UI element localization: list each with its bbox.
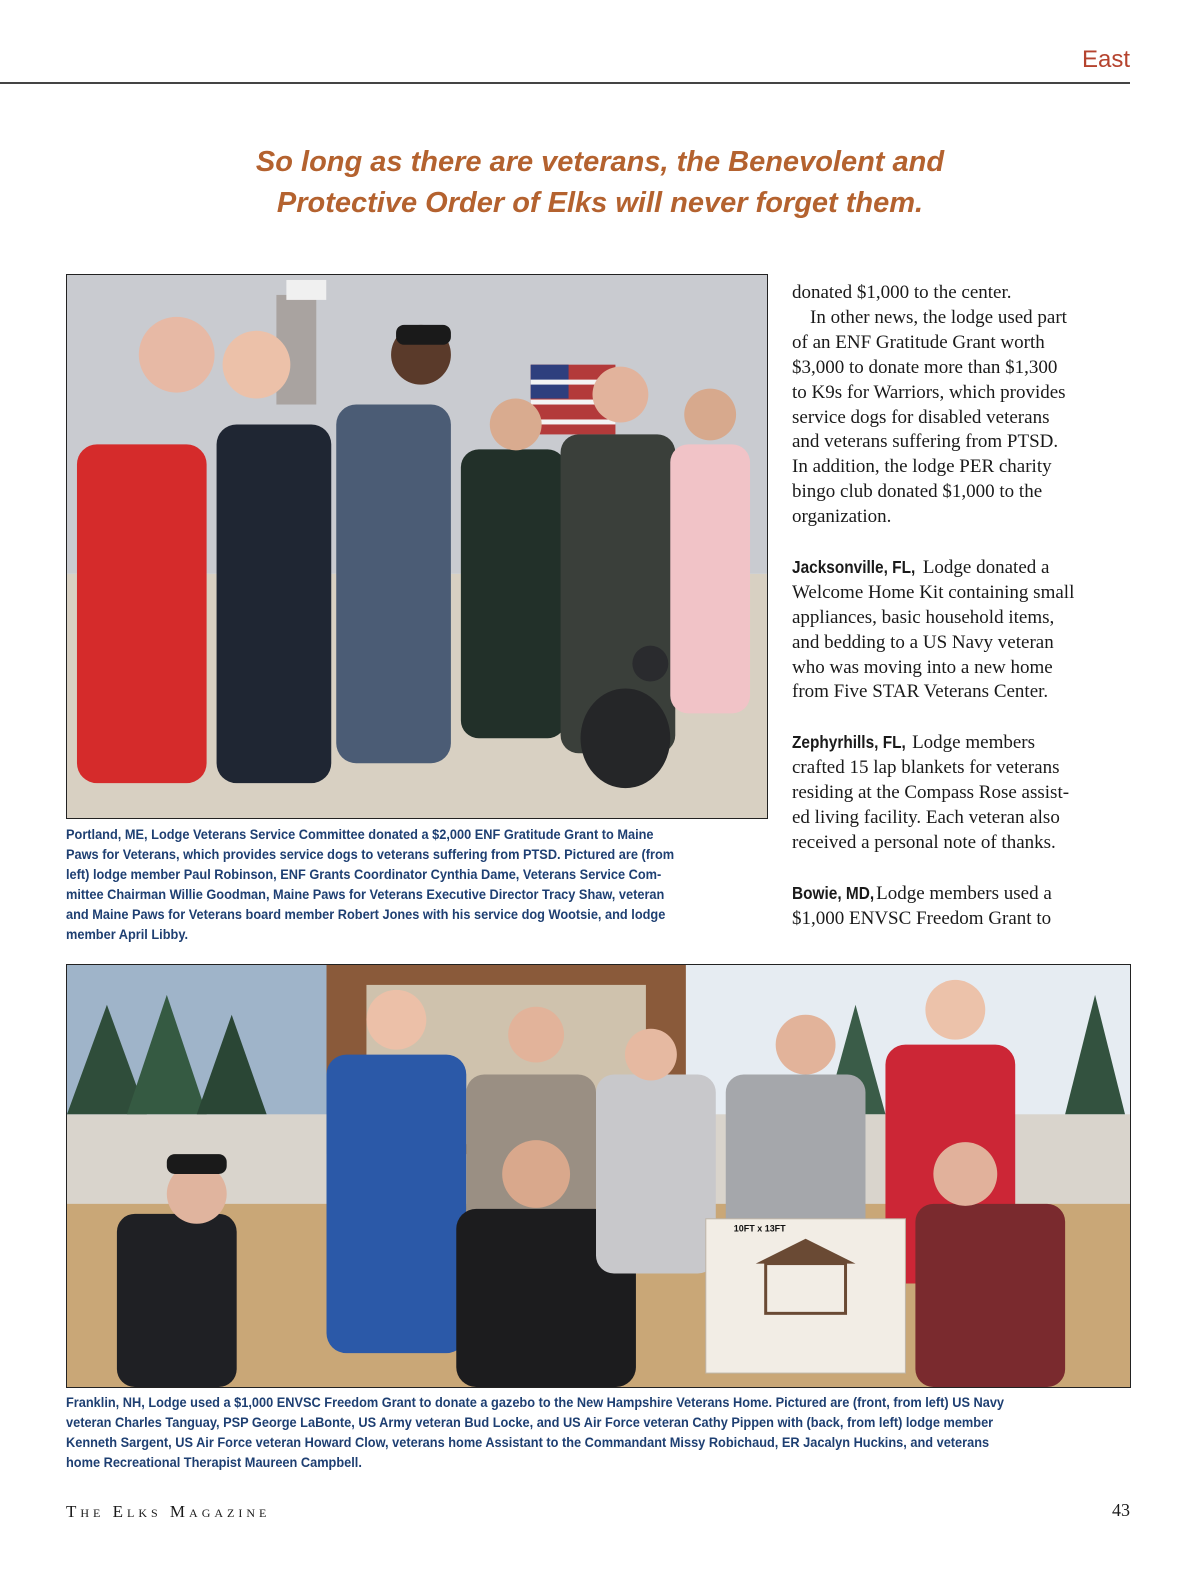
article-line: bingo club donated $1,000 to the [792, 481, 1043, 503]
caption-line: Lodge used a $1,000 ENVSC Freedom Grant to donate a gazebo to the New Hampshire Veterans Home. Pictured are (front, from left) US Navy [148, 1395, 1005, 1411]
article-paragraph [792, 881, 1132, 932]
article-place: Zephyrhills, FL, [792, 732, 906, 753]
article-paragraph [792, 281, 1132, 306]
caption-line: Lodge Veterans Service Committee donated a $2,000 ENF Gratitude Grant to Maine [151, 827, 654, 843]
article-line: Lodge donated a [922, 556, 1050, 578]
article-line: and bedding to a US Navy veteran [792, 631, 1054, 653]
gazebo-box-text: 10FT x 13FT [733, 1223, 786, 1234]
caption-line: mittee Chairman Willie Goodman, Maine Paws for Veterans Executive Director Tracy Shaw, veteran [66, 887, 665, 903]
caption-line: left) lodge member Paul Robinson, ENF Grants Coordinator Cynthia Dame, Veterans Service Com- [66, 867, 662, 883]
franklin-group-photo [66, 964, 1131, 1388]
caption-line: veteran Charles Tanguay, PSP George LaBonte, US Army veteran Bud Locke, and US Air Force veteran Cathy Pippen with (back, from left) lodge member [66, 1415, 994, 1431]
article-line: In addition, the lodge PER charity [792, 456, 1052, 478]
article-line: $3,000 to donate more than $1,300 [792, 356, 1058, 378]
caption-place: Franklin, NH, [66, 1395, 145, 1411]
article-column [792, 281, 1132, 932]
article-paragraph [792, 555, 1132, 705]
article-paragraph [792, 730, 1132, 856]
pull-quote [150, 142, 1050, 224]
article-line: and veterans suffering from PTSD. [792, 431, 1059, 453]
caption-line: and Maine Paws for Veterans board member Robert Jones with his service dog Wootsie, and lodge [66, 907, 666, 923]
article-place: Bowie, MD, [792, 882, 875, 903]
pull-quote-line: Protective Order of Elks will never forget them. [276, 187, 924, 219]
article-line: $1,000 ENVSC Freedom Grant to [792, 907, 1052, 929]
article-place: Jacksonville, FL, [792, 556, 916, 577]
article-line: ed living facility. Each veteran also [792, 807, 1060, 828]
article-line: who was moving into a new home [792, 656, 1053, 678]
article-line: donated $1,000 to the center. [792, 282, 1012, 303]
section-tag: East [1081, 46, 1130, 73]
header-rule [0, 82, 1130, 84]
article-line: of an ENF Gratitude Grant worth [792, 331, 1045, 353]
magazine-title: The Elks Magazine [66, 1502, 271, 1521]
article-line: service dogs for disabled veterans [792, 406, 1050, 428]
article-line: residing at the Compass Rose assist- [792, 782, 1070, 804]
caption-line: Kenneth Sargent, US Air Force veteran Howard Clow, veterans home Assistant to the Commandant Missy Robichaud, ER Jacalyn Huckins, and veterans [66, 1435, 990, 1451]
article-line: organization. [792, 506, 892, 528]
caption-line: home Recreational Therapist Maureen Campbell. [66, 1455, 362, 1471]
franklin-caption [66, 1393, 1128, 1473]
caption-place: Portland, ME, [66, 827, 148, 843]
caption-line: Paws for Veterans, which provides service dogs to veterans suffering from PTSD. Pictured are (from [66, 847, 675, 863]
article-paragraph [792, 306, 1132, 530]
portland-group-photo [66, 274, 768, 819]
article-line: Lodge members [912, 732, 1036, 754]
article-line: to K9s for Warriors, which provides [792, 381, 1066, 403]
portland-caption [66, 825, 746, 945]
caption-line: member April Libby. [66, 927, 189, 943]
article-line: received a personal note of thanks. [792, 831, 1056, 853]
article-line: Welcome Home Kit containing small [792, 581, 1075, 603]
article-line: Lodge members used a [876, 882, 1052, 904]
pull-quote-line: So long as there are veterans, the Benevolent and [255, 146, 945, 178]
article-line: appliances, basic household items, [792, 606, 1055, 628]
page-number: 43 [1112, 1500, 1130, 1520]
article-line: crafted 15 lap blankets for veterans [792, 757, 1060, 779]
article-line: from Five STAR Veterans Center. [792, 681, 1049, 703]
article-line: In other news, the lodge used part [810, 306, 1067, 328]
